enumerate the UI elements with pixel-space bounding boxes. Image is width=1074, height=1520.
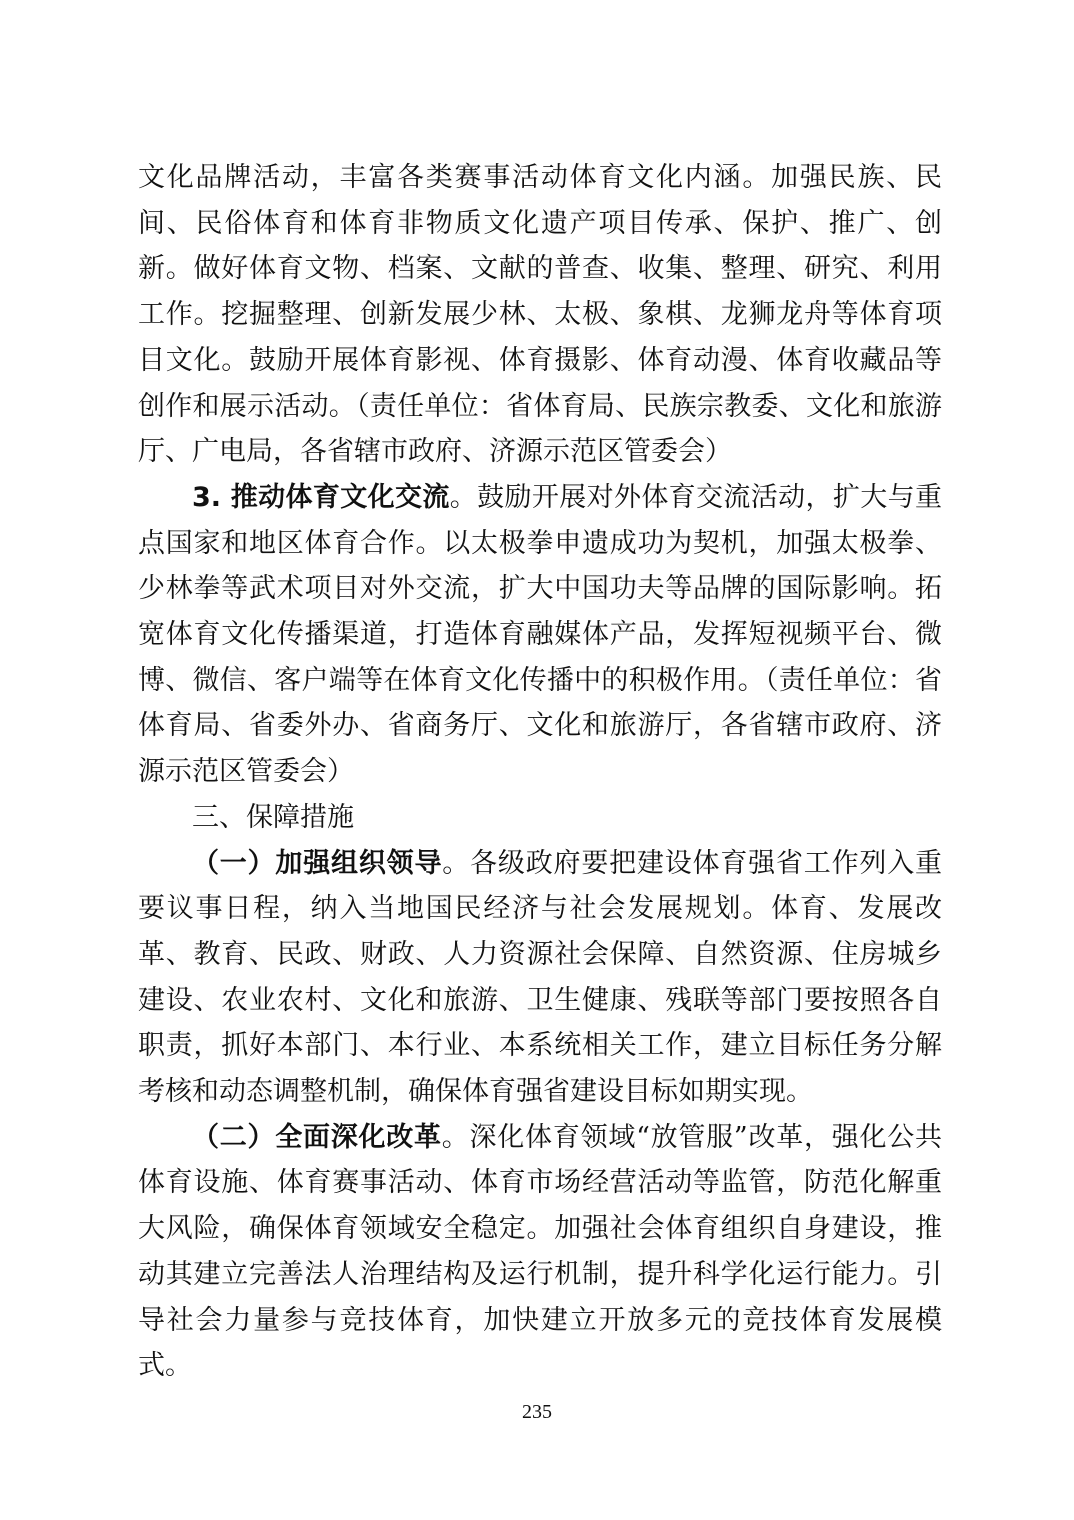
page-number: 235	[522, 1401, 552, 1423]
paragraph-text: 文化品牌活动，丰富各类赛事活动体育文化内涵。加强民族、民间、民俗体育和体育非物质文化遗产项目传承、保护、推广、创新。做好体育文物、档案、文献的普查、收集、整理、研究、利用工作。挖掘整理、创新发展少林、太极、象棋、龙狮龙舟等体育项目文化。鼓励开展体育影视、体育摄影、体育动漫、体育收藏品等创作和展示活动。（责任单位：省体育局、民族宗教委、文化和旅游厅、广电局，各省辖市政府、济源示范区管委会）	[138, 162, 942, 468]
section-heading	[138, 795, 942, 841]
paragraph-organization	[138, 841, 942, 1115]
paragraph-text: 。鼓励开展对外体育交流活动，扩大与重点国家和地区体育合作。以太极拳申遗成功为契机，加强太极拳、少林拳等武术项目对外交流，扩大中国功夫等品牌的国际影响。拓宽体育文化传播渠道，打造体育融媒体产品，发挥短视频平台、微博、微信、客户端等在体育文化传播中的积极作用。（责任单位：省体育局、省委外办、省商务厅、文化和旅游厅，各省辖市政府、济源示范区管委会）	[138, 481, 942, 788]
paragraph-culture-exchange	[138, 475, 942, 795]
paragraph-reform	[138, 1115, 942, 1389]
paragraph-text: 。深化体育领域“放管服”改革，强化公共体育设施、体育赛事活动、体育市场经营活动等监管，防范化解重大风险，确保体育领域安全稳定。加强社会体育组织自身建设，推动其建立完善法人治理结构及运行机制，提升科学化运行能力。引导社会力量参与竞技体育，加快建立开放多元的竞技体育发展模式。	[138, 1121, 942, 1382]
paragraph-lead: （二）全面深化改革	[192, 1121, 442, 1153]
paragraph-lead: （一）加强组织领导	[192, 847, 443, 879]
paragraph-culture-brand	[138, 155, 942, 475]
body-text	[138, 155, 942, 1389]
paragraph-lead: 3. 推动体育文化交流	[192, 481, 450, 513]
paragraph-text: 。各级政府要把建设体育强省工作列入重要议事日程，纳入当地国民经济与社会发展规划。体育、发展改革、教育、民政、财政、人力资源社会保障、自然资源、住房城乡建设、农业农村、文化和旅游、卫生健康、残联等部门要按照各自职责，抓好本部门、本行业、本系统相关工作，建立目标任务分解考核和动态调整机制，确保体育强省建设目标如期实现。	[138, 847, 943, 1108]
section-heading-text: 三、保障措施	[192, 801, 354, 833]
